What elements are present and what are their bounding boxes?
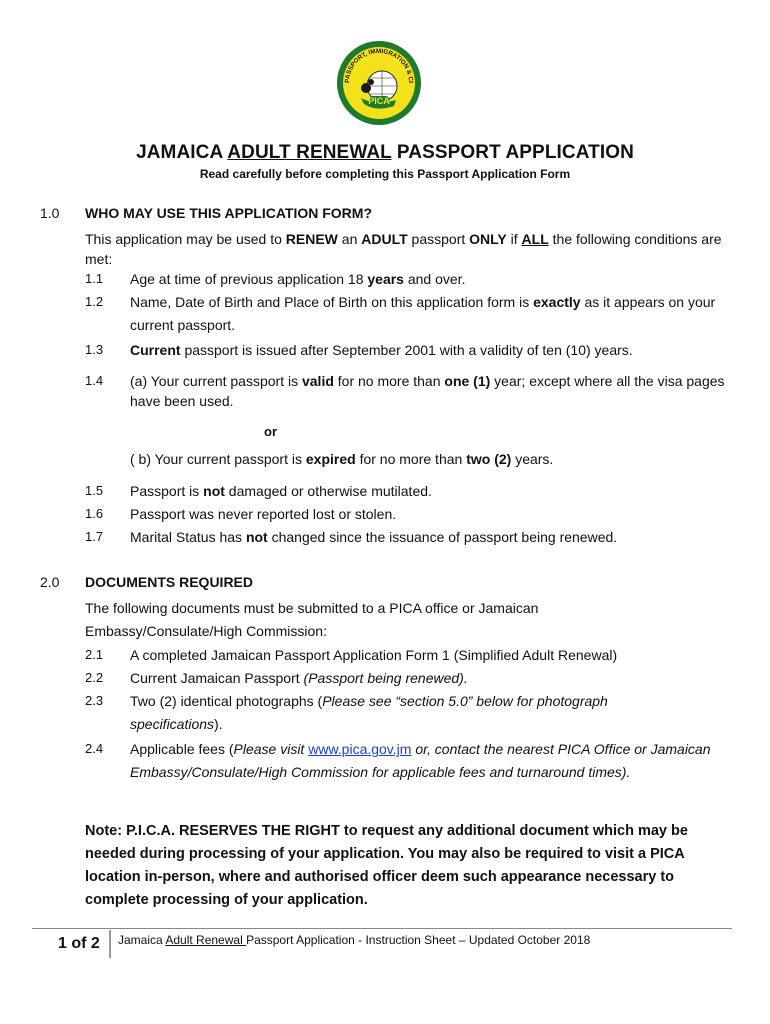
list-item: Age at time of previous application 18 years and over.	[130, 271, 466, 287]
important-note: Note: P.I.C.A. RESERVES THE RIGHT to request any additional document which may be needed during processing of your application. You may also be required to visit a PICA location in-person, where and authorised officer deem such appearance necessary to complete processing of your application.	[85, 823, 688, 908]
item-number: 2.2	[85, 670, 104, 685]
item-number: 1.3	[85, 342, 104, 357]
page-subtitle: Read carefully before completing this Passport Application Form	[199, 167, 571, 181]
footer-divider	[32, 928, 732, 929]
list-item: A completed Jamaican Passport Application Form 1 (Simplified Adult Renewal)	[130, 647, 618, 663]
section-1-heading: WHO MAY USE THIS APPLICATION FORM?	[85, 205, 373, 221]
item-number: 1.5	[85, 483, 104, 498]
item-number: 1.1	[85, 271, 104, 286]
item-number: 1.7	[85, 529, 104, 544]
list-item: Marital Status has not changed since the issuance of passport being renewed.	[130, 529, 618, 545]
section-2-heading: DOCUMENTS REQUIRED	[85, 574, 254, 590]
item-number: 1.4	[85, 373, 104, 388]
pica-logo	[336, 40, 422, 126]
item-number: 2.1	[85, 647, 104, 662]
logo-ring-text: PASSPORT, IMMIGRATION & CI	[343, 47, 415, 84]
page-title: JAMAICA ADULT RENEWAL PASSPORT APPLICATION	[136, 142, 634, 163]
pica-website-link[interactable]: www.pica.gov.jm	[308, 741, 412, 757]
list-item: ( b) Your current passport is expired for no more than two (2) years.	[130, 451, 554, 467]
section-1-intro: This application may be used to RENEW an ADULT passport ONLY if ALL the following conditions are met:	[85, 231, 722, 267]
list-item: Two (2) identical photographs (Please see “section 5.0” below for photograph specifications).	[130, 693, 608, 732]
footer-separator	[109, 930, 111, 958]
section-2-intro: The following documents must be submitted to a PICA office or Jamaican Embassy/Consulate/High Commission:	[85, 600, 539, 639]
item-number: 2.3	[85, 693, 104, 708]
list-item: Name, Date of Birth and Place of Birth on this application form is exactly as it appears on your current passport.	[130, 294, 716, 333]
item-number: 1.6	[85, 506, 104, 521]
footer-text: Jamaica Adult Renewal Passport Application - Instruction Sheet – Updated October 2018	[118, 933, 591, 947]
page-number: 1 of 2	[58, 935, 100, 952]
list-item: Passport is not damaged or otherwise mutilated.	[130, 483, 432, 499]
item-number: 1.2	[85, 294, 104, 309]
list-item: Current Jamaican Passport (Passport being renewed).	[130, 670, 468, 686]
pica-seal-icon	[336, 40, 422, 126]
list-item: Passport was never reported lost or stolen.	[130, 506, 397, 522]
list-item: Current passport is issued after September 2001 with a validity of ten (10) years.	[130, 342, 633, 358]
list-item: (a) Your current passport is valid for no more than one (1) year; except where all the visa pages have been used.	[130, 373, 725, 409]
list-item: Applicable fees (Please visit www.pica.gov.jm or, contact the nearest PICA Office or Jamaican Embassy/Consulate/High Commission for applicable fees and turnaround times).	[130, 741, 711, 780]
section-1-number: 1.0	[40, 205, 60, 221]
logo-center-text: PICA	[368, 96, 390, 106]
section-2-number: 2.0	[40, 574, 60, 590]
item-number: 2.4	[85, 741, 104, 756]
or-separator: or	[264, 424, 277, 439]
